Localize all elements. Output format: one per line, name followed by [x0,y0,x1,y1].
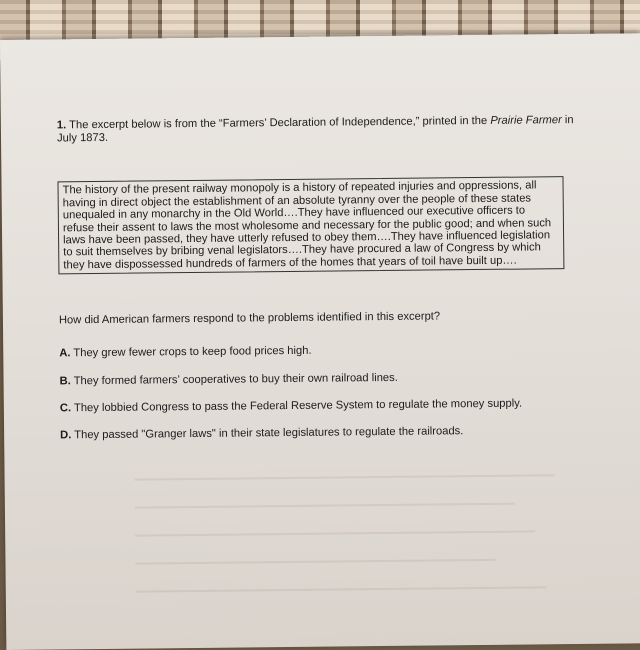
bleed-through-line [135,503,515,509]
source-title: Prairie Farmer [490,114,562,127]
choice-letter: B. [59,374,71,388]
choice-b [60,370,580,389]
choice-c [60,397,580,416]
question-block [57,114,581,457]
bleed-through-line [135,559,495,565]
choice-letter: C. [59,402,72,415]
choice-letter: A. [59,347,71,360]
question-number: 1. [56,119,67,132]
bleed-through-line [135,530,535,536]
choice-text: They passed "Granger laws" in their state legislatures to regulate the railroads. [74,425,464,442]
answer-choices [59,342,580,442]
intro-text-before: The excerpt below is from the “Farmers’ Declaration of Independence,” printed in the [69,114,491,132]
choice-text: They grew fewer crops to keep food prices high. [73,345,312,360]
bleed-through-line [136,586,546,592]
question-intro [57,114,577,146]
bleed-through-line [135,474,555,480]
choice-letter: D. [60,429,72,442]
excerpt-box: The history of the present railway monopoly is a history of repeated injuries and oppressions, all having in direct object the establishment of an absolute tyranny over the people of these states unequaled in any monarchy in the Old World….They have influenced our executive officers to refuse their assent to laws the most wholesome and necessary for the public good; and when such laws have been passed, they have utterly refused to obey them….They have influenced legislation to suit themselves by bribing venal legislators….They have procured a law of Congress by which they have dispossessed hundreds of farmers of the homes that years of toil have built up…. [57,177,564,275]
intro-text-after: in July 1873. [56,113,574,145]
question-prompt: How did American farmers respond to the problems identified in this excerpt? [58,310,441,327]
choice-text: They formed farmers’ cooperatives to buy their own railroad lines. [73,371,398,387]
choice-text: They lobbied Congress to pass the Federal Reserve System to regulate the money supply. [73,397,523,415]
choice-d [60,424,580,443]
choice-a [59,342,579,361]
paper-sheet [0,33,640,650]
